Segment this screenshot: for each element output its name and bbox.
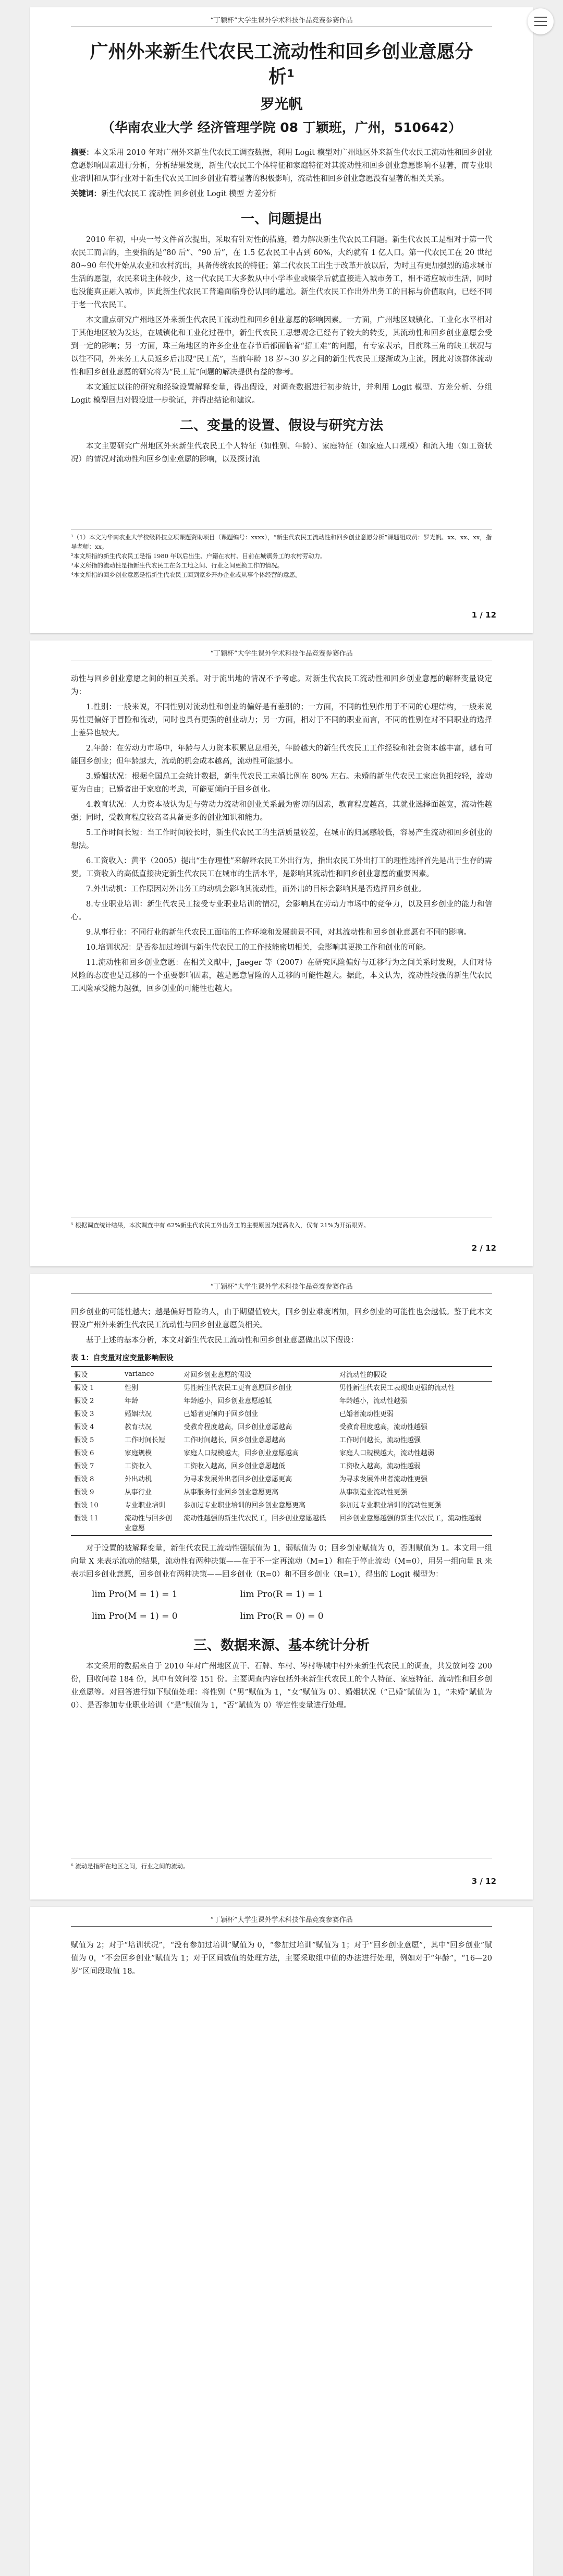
table-cell: 工资收入越高，流动性越弱 bbox=[339, 1462, 421, 1470]
page-header: “丁颖杯”大学生课外学术科技作品竞赛参赛作品 bbox=[71, 640, 492, 660]
page-header: “丁颖杯”大学生课外学术科技作品竞赛参赛作品 bbox=[71, 7, 492, 27]
paragraph: 3.婚姻状况：根据全国总工会统计数据，新生代农民工未婚比例在 80% 左右。未婚的新生代农民工家庭负担较轻，流动更为自由；已婚者出于家庭的考虑，可能更倾向于回乡创业。 bbox=[71, 772, 492, 794]
column-header: 对回乡创业意愿的假设 bbox=[180, 1366, 336, 1382]
paragraph: 本文重点研究广州地区外来新生代农民工流动性和回乡创业意愿的影响因素。一方面，广州地区城镇化、工业化水平相对于其他地区较为发达，在城镇化和工业化过程中，新生代农民工思想观念已经有了较大的转变，其流动性和回乡创业意愿会受到一定的影响；另一方面，珠三角地区的许多企业在春节后都面临着“招工难”的问题，有专家表示，目前珠三角的缺工状况与以往不同，外来务工人员返乡后出现“民工荒”，当前年龄 18 岁~30 岁之间的新生代农民工逐渐成为主流，因此对该群体流动性和回乡创业意愿的研究将为“民工荒”问题的解决提供有益的参考。 bbox=[71, 316, 492, 377]
table-cell: 工资收入 bbox=[124, 1462, 152, 1470]
footnotes bbox=[71, 1217, 492, 1230]
abstract bbox=[71, 147, 492, 186]
paragraph: 赋值为 2；对于“培训状况”，“没有参加过培训”赋值为 0，“参加过培训”赋值为 1；对于“回乡创业意愿”，其中“回乡创业”赋值为 0，“不会回乡创业”赋值为 1；对于区间数值的处理方法，主要采取组中值的办法进行处理，例如对于“年龄”，“16—20 岁”区间段取值 18。 bbox=[71, 1941, 492, 1976]
table-row bbox=[71, 1499, 492, 1512]
table-row bbox=[71, 1421, 492, 1434]
table-cell: 已婚者流动性更弱 bbox=[339, 1410, 394, 1418]
menu-button[interactable] bbox=[528, 8, 554, 34]
footnotes bbox=[71, 529, 492, 579]
menu-bar-icon bbox=[534, 21, 547, 22]
table-row bbox=[71, 1395, 492, 1408]
table-cell: 年龄越小，流动性越强 bbox=[339, 1397, 408, 1405]
table-row bbox=[71, 1447, 492, 1460]
table-row bbox=[71, 1486, 492, 1499]
table-cell: 男性新生代农民工表现出更强的流动性 bbox=[339, 1384, 455, 1392]
table-title: 表 1：自变量对应变量影响假设 bbox=[71, 1354, 174, 1362]
footnote: ³本文所指的流动性是指新生代农民工在务工地之间、行业之间更换工作的情况。 bbox=[71, 562, 284, 569]
table-cell: 回乡创业意愿越强的新生代农民工，流动性越弱 bbox=[336, 1512, 492, 1535]
table-cell: 家庭规模 bbox=[124, 1449, 152, 1457]
table-cell: 参加过专业职业培训的流动性更强 bbox=[339, 1502, 442, 1509]
section-heading: 二、变量的设置、假设与研究方法 bbox=[179, 418, 383, 433]
table-cell: 从事行业 bbox=[124, 1489, 152, 1496]
section-heading: 一、问题提出 bbox=[240, 211, 322, 227]
table-cell: 从事服务行业回乡创业意愿更高 bbox=[183, 1489, 279, 1496]
paragraph: 6.工资收入：黄平（2005）提出“生存理性”来解释农民工外出行为，指出农民工外出打工的理性选择首先是出于生存的需要。工资收入的高低直接决定新生代农民工在城市的生活水平，是影响其流动性和回乡创业意愿的重要因素。 bbox=[71, 857, 492, 878]
page-1 bbox=[30, 7, 533, 633]
menu-bar-icon bbox=[534, 17, 547, 18]
table-header-row bbox=[71, 1366, 492, 1382]
keywords-label: 关键词： bbox=[71, 190, 101, 198]
table-cell: 流动性越强的新生代农民工，回乡创业意愿越低 bbox=[180, 1512, 336, 1535]
paragraph: 10.培训状况：是否参加过培训与新生代农民工的工作技能密切相关，会影响其更换工作和创业的可能。 bbox=[86, 944, 431, 952]
page-header: “丁颖杯”大学生课外学术科技作品竞赛参赛作品 bbox=[71, 1274, 492, 1293]
table-cell: 工作时间越长，回乡创业意愿越高 bbox=[183, 1436, 286, 1444]
column-header: variance bbox=[121, 1366, 180, 1382]
table-cell: 假设 10 bbox=[74, 1502, 99, 1509]
paragraph: 本文采用的数据来自于 2010 年对广州地区黄干、石牌、车村、岑村等城中村外来新生代农民工的调查，共发放问卷 200 份，回收问卷 184 份，其中有效问卷 151 份。主要调查内容包括外来新生代农民工的个人特征、家庭特征、流动性和回乡创业意愿等。对回答进行如下赋值处理：将性别（“男”赋值为 1，“女”赋值为 0）、婚姻状况（“已婚”赋值为 1，“未婚”赋值为 0）、是否参加专业职业培训（“是”赋值为 1，“否”赋值为 0）等定性变量进行处理。 bbox=[71, 1662, 492, 1710]
keywords bbox=[71, 188, 492, 201]
column-header: 对流动性的假设 bbox=[336, 1366, 492, 1382]
paragraph: 1.性别：一般来说，不同性别对流动性和创业的偏好是有差别的；一方面，不同的性别作用于不同的心理结构，一般来说男性更偏好于冒险和流动，同时也具有更强的创业动力；另一方面，相对于不同的职业而言，不同的性别在对不同职业的选择上差异也较大。 bbox=[71, 703, 492, 737]
table-cell: 为寻求发展外出者流动性更强 bbox=[339, 1476, 428, 1483]
table-cell: 年龄越小，回乡创业意愿越低 bbox=[183, 1397, 272, 1405]
table-cell: 外出动机 bbox=[124, 1476, 152, 1483]
footnote: ⁵ 根据调查统计结果，本次调查中有 62%新生代农民工外出务工的主要原因为提高收入，仅有 21%为开拓眼界。 bbox=[71, 1222, 370, 1229]
section-heading: 三、数据来源、基本统计分析 bbox=[193, 1638, 370, 1653]
author: 罗光帆 bbox=[260, 96, 303, 113]
paragraph: 本文主要研究广州地区外来新生代农民工个人特征（如性别、年龄）、家庭特征（如家庭人口规模）和流入地（如工资状况）的情况对流动性和回乡创业意愿的影响，以及探讨流 bbox=[71, 442, 492, 464]
table-cell: 工作时间长短 bbox=[124, 1436, 165, 1444]
table-cell: 专业职业培训 bbox=[124, 1502, 165, 1509]
table-cell: 年龄 bbox=[124, 1397, 138, 1405]
page-number: 1 / 12 bbox=[471, 610, 496, 620]
table-cell: 婚姻状况 bbox=[124, 1410, 152, 1418]
abstract-label: 摘要： bbox=[71, 149, 94, 157]
affiliation: （华南农业大学 经济管理学院 08 丁颖班，广州，510642） bbox=[101, 120, 462, 135]
table-cell: 受教育程度越高，回乡创业意愿越高 bbox=[183, 1423, 292, 1431]
table-cell: 假设 1 bbox=[74, 1384, 94, 1392]
table-cell: 受教育程度越高，流动性越强 bbox=[339, 1423, 428, 1431]
table-cell: 工资收入越高，回乡创业意愿越低 bbox=[183, 1462, 286, 1470]
formula: lim Pro(R = 0) = 0 bbox=[240, 1611, 324, 1622]
formula-row bbox=[71, 1605, 492, 1627]
table-cell: 参加过专业职业培训的回乡创业意愿更高 bbox=[183, 1502, 306, 1509]
paragraph: 动性与回乡创业意愿之间的相互关系。对于流出地的情况不予考虑。对新生代农民工流动性和回乡创业意愿的解释变量设定为： bbox=[71, 675, 492, 696]
paragraph: 9.从事行业：不同行业的新生代农民工面临的工作环境和发展前景不同，对其流动性和回乡创业意愿有不同的影响。 bbox=[86, 928, 471, 937]
footnotes bbox=[71, 1858, 492, 1871]
paragraph: 2.年龄：在劳动力市场中，年龄与人力资本积累息息相关，年龄越大的新生代农民工工作经验和社会资本越丰富，越有可能回乡创业；但年龄越大，流动的机会成本越高，流动性可能越小。 bbox=[71, 744, 492, 766]
paper-title: 广州外来新生代农民工流动性和回乡创业意愿分析¹ bbox=[90, 42, 473, 88]
table-cell: 假设 9 bbox=[74, 1489, 94, 1496]
table-cell: 假设 2 bbox=[74, 1397, 94, 1405]
page-header: “丁颖杯”大学生课外学术科技作品竞赛参赛作品 bbox=[71, 1907, 492, 1927]
footnote: ⁴本文所指的回乡创业意愿是指新生代农民工回到家乡开办企业或从事个体经营的意愿。 bbox=[71, 571, 301, 578]
table-cell: 假设 5 bbox=[74, 1436, 94, 1444]
table-cell: 家庭人口规模越大，回乡创业意愿越高 bbox=[183, 1449, 299, 1457]
table-cell: 已婚者更倾向于回乡创业 bbox=[183, 1410, 259, 1418]
table-cell: 家庭人口规模越大，流动性越弱 bbox=[339, 1449, 435, 1457]
formula-row bbox=[71, 1583, 492, 1605]
table-cell: 假设 4 bbox=[74, 1423, 94, 1431]
table-row bbox=[71, 1473, 492, 1486]
table-cell: 流动性与回乡创业意愿 bbox=[121, 1512, 180, 1535]
page-4 bbox=[30, 1907, 533, 2576]
formula: lim Pro(M = 1) = 1 bbox=[92, 1589, 178, 1600]
table-cell: 男性新生代农民工更有意愿回乡创业 bbox=[183, 1384, 292, 1392]
table-row bbox=[71, 1434, 492, 1447]
table-cell: 假设 3 bbox=[74, 1410, 94, 1418]
formula: lim Pro(R = 1) = 1 bbox=[240, 1589, 324, 1600]
paragraph: 对于设置的被解释变量，新生代农民工流动性强赋值为 1，弱赋值为 0；回乡创业赋值为 0，否则赋值为 1。本文用一组向量 X 来表示流动的结果，流动性有两种决策——在于不一定再流动（M=1）和在于停止流动（M=0），用另一组向量 R 来表示回乡创业意愿，回乡创业有两种决策——回乡创业（R=0）和不回乡创业（R=1），得出的 Logit 模型为： bbox=[71, 1544, 492, 1579]
keywords-text: 新生代农民工 流动性 回乡创业 Logit 模型 方差分析 bbox=[101, 190, 277, 198]
paragraph: 8.专业职业培训：新生代农民工接受专业职业培训的情况，会影响其在劳动力市场中的竞争力，以及回乡创业的能力和信心。 bbox=[71, 900, 492, 922]
hypothesis-table bbox=[71, 1366, 492, 1536]
table-cell: 从事制造业流动性更强 bbox=[339, 1489, 408, 1496]
page-number: 3 / 12 bbox=[471, 1877, 496, 1886]
table-cell: 假设 7 bbox=[74, 1462, 94, 1470]
paragraph: 11.流动性和回乡创业意愿：在相关文献中，Jaeger 等（2007）在研究风险偏好与迁移行为之间关系时发现，人们对待风险的态度也是迁移的一个重要影响因素，越是愿意冒险的人迁移的可能性越大。据此，本文认为，流动性较强的新生代农民工风险承受能力越强，回乡创业的可能性也越大。 bbox=[71, 959, 492, 993]
table-cell: 教育状况 bbox=[124, 1423, 152, 1431]
table-cell: 假设 11 bbox=[71, 1512, 121, 1535]
formula: lim Pro(M = 1) = 0 bbox=[92, 1611, 178, 1622]
table-row bbox=[71, 1382, 492, 1395]
page-2 bbox=[30, 640, 533, 1266]
table-cell: 假设 6 bbox=[74, 1449, 94, 1457]
table-row bbox=[71, 1408, 492, 1421]
paragraph: 5.工作时间长短：当工作时间较长时，新生代农民工的生活质量较差，在城市的归属感较低，容易产生流动和回乡创业的想法。 bbox=[71, 829, 492, 850]
footnote: ⁶ 流动是指所在地区之间，行业之间的流动。 bbox=[71, 1863, 189, 1870]
table-row bbox=[71, 1512, 492, 1535]
footnote: ¹（1）本文为华南农业大学校级科技立项课题资助项目（课题编号：xxxx），“新生代农民工流动性和回乡创业意愿分析”课题组成员：罗光帆、xx、xx、xx，指导老师：xx。 bbox=[71, 534, 492, 550]
table-row bbox=[71, 1460, 492, 1473]
paragraph: 7.外出动机：工作原因对外出务工的动机会影响其流动性，而外出的目标会影响其是否选择回乡创业。 bbox=[86, 885, 426, 893]
paragraph: 本文通过以往的研究和经验设置解释变量，得出假设，对调查数据进行初步统计，并利用 Logit 模型、方差分析、分组 Logit 模型回归对假设进一步验证，并得出结论和建议。 bbox=[71, 383, 492, 405]
paragraph: 基于上述的基本分析，本文对新生代农民工流动性和回乡创业意愿做出以下假设： bbox=[86, 1336, 358, 1345]
paragraph: 回乡创业的可能性越大；越是偏好冒险的人，由于期望值较大，回乡创业难度增加，回乡创业的可能性也会越低。鉴于此本文假设广州外来新生代农民工流动性与回乡创业意愿负相关。 bbox=[71, 1308, 492, 1329]
footnote: ²本文所指的新生代农民工是指 1980 年以后出生、户籍在农村、目前在城镇务工的农村劳动力。 bbox=[71, 552, 326, 560]
menu-bar-icon bbox=[534, 25, 547, 26]
column-header: 假设 bbox=[71, 1366, 121, 1382]
table-cell: 假设 8 bbox=[74, 1476, 94, 1483]
page-3 bbox=[30, 1274, 533, 1900]
paragraph: 4.教育状况：人力资本被认为是与劳动力流动和创业关系最为密切的因素，教育程度越高，其就业选择面越宽，流动性越强；同时，受教育程度较高者具备更多的创业知识和能力。 bbox=[71, 801, 492, 822]
paragraph: 2010 年初，中央一号文件首次提出，采取有针对性的措施，着力解决新生代农民工问题。新生代农民工是相对于第一代农民工而言的，主要指的是“80 后”、“90 后”，在 1.5 亿农民工中占到 60%，大约就有 1 亿人口。第一代农民工在 20 世纪 80~90 年代开始从农业和农村流出，具备传统农民的特征；第二代农民工出生于改革开放以后，为时且有更加强烈的追求城市生活的愿望，农民来说主体较少，这一代农民工大多数从中小学毕业或辍学后就直接进入城市务工，相不适应城市生活，同时也没能真正融入城市，因此新生代农民工普遍面临身份认同的尴尬。新生代农民工作出外出务工的目标与价值取向，已经不同于老一代农民工。 bbox=[71, 236, 492, 309]
table-cell: 为寻求发展外出者回乡创业意愿更高 bbox=[183, 1476, 292, 1483]
abstract-text: 本文采用 2010 年对广州外来新生代农民工调查数据，利用 Logit 模型对广州地区外来新生代农民工流动性和回乡创业意愿影响因素进行分析，分析结果发现，新生代农民工个体特征和家庭特征对其流动性和回乡创业意愿影响不显著，而专业职业培训和从事行业对于新生代农民工回乡创业有着显著的积极影响，流动性和回乡创业意愿没有显著的相关关系。 bbox=[71, 149, 492, 183]
table-cell: 性别 bbox=[124, 1384, 138, 1392]
table-cell: 工作时间越长，流动性越强 bbox=[339, 1436, 421, 1444]
page-number: 2 / 12 bbox=[471, 1243, 496, 1253]
